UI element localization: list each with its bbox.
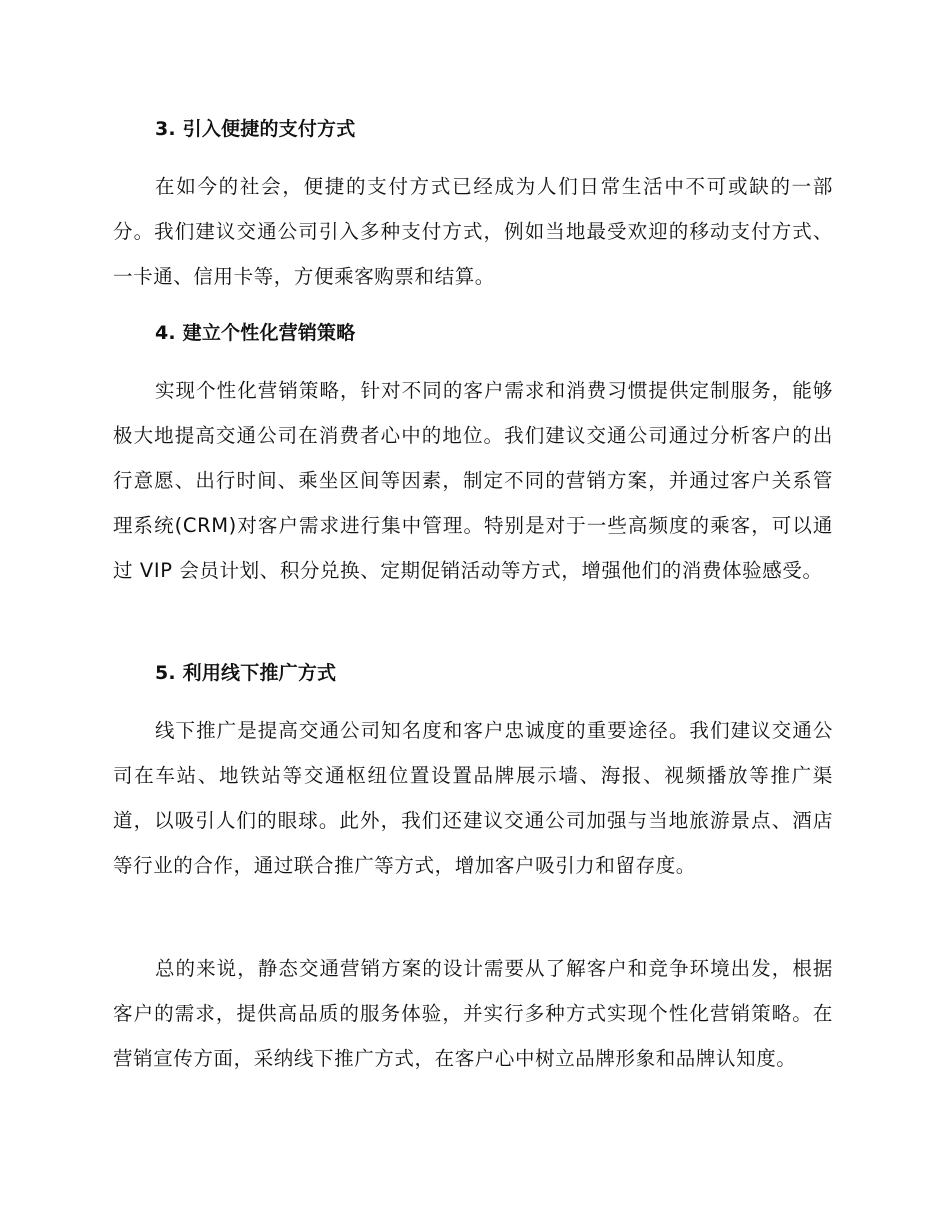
- section-heading-personalized-marketing: 4. 建立个性化营销策略: [155, 322, 356, 344]
- section-heading-payment: 3. 引入便捷的支付方式: [155, 118, 356, 140]
- section-paragraph-payment: 在如今的社会，便捷的支付方式已经成为人们日常生活中不可或缺的一部分。我们建议交通公司引入多种支付方式，例如当地最受欢迎的移动支付方式、一卡通、信用卡等，方便乘客购票和结算。: [113, 175, 833, 288]
- section-paragraph-personalized-marketing: 实现个性化营销策略，针对不同的客户需求和消费习惯提供定制服务，能够极大地提高交通公司在消费者心中的地位。我们建议交通公司通过分析客户的出行意愿、出行时间、乘坐区间等因素，制定不同的营销方案，并通过客户关系管理系统(CRM)对客户需求进行集中管理。特别是对于一些高频度的乘客，可以通过 VIP 会员计划、积分兑换、定期促销活动等方式，增强他们的消费体验感受。: [113, 379, 833, 582]
- section-heading-offline-promotion: 5. 利用线下推广方式: [155, 662, 337, 684]
- conclusion-paragraph: 总的来说，静态交通营销方案的设计需要从了解客户和竞争环境出发，根据客户的需求，提供高品质的服务体验，并实行多种方式实现个性化营销策略。在营销宣传方面，采纳线下推广方式，在客户心中树立品牌形象和品牌认知度。: [113, 957, 833, 1070]
- section-paragraph-offline-promotion: 线下推广是提高交通公司知名度和客户忠诚度的重要途径。我们建议交通公司在车站、地铁站等交通枢纽位置设置品牌展示墙、海报、视频播放等推广渠道，以吸引人们的眼球。此外，我们还建议交通公司加强与当地旅游景点、酒店等行业的合作，通过联合推广等方式，增加客户吸引力和留存度。: [113, 719, 833, 877]
